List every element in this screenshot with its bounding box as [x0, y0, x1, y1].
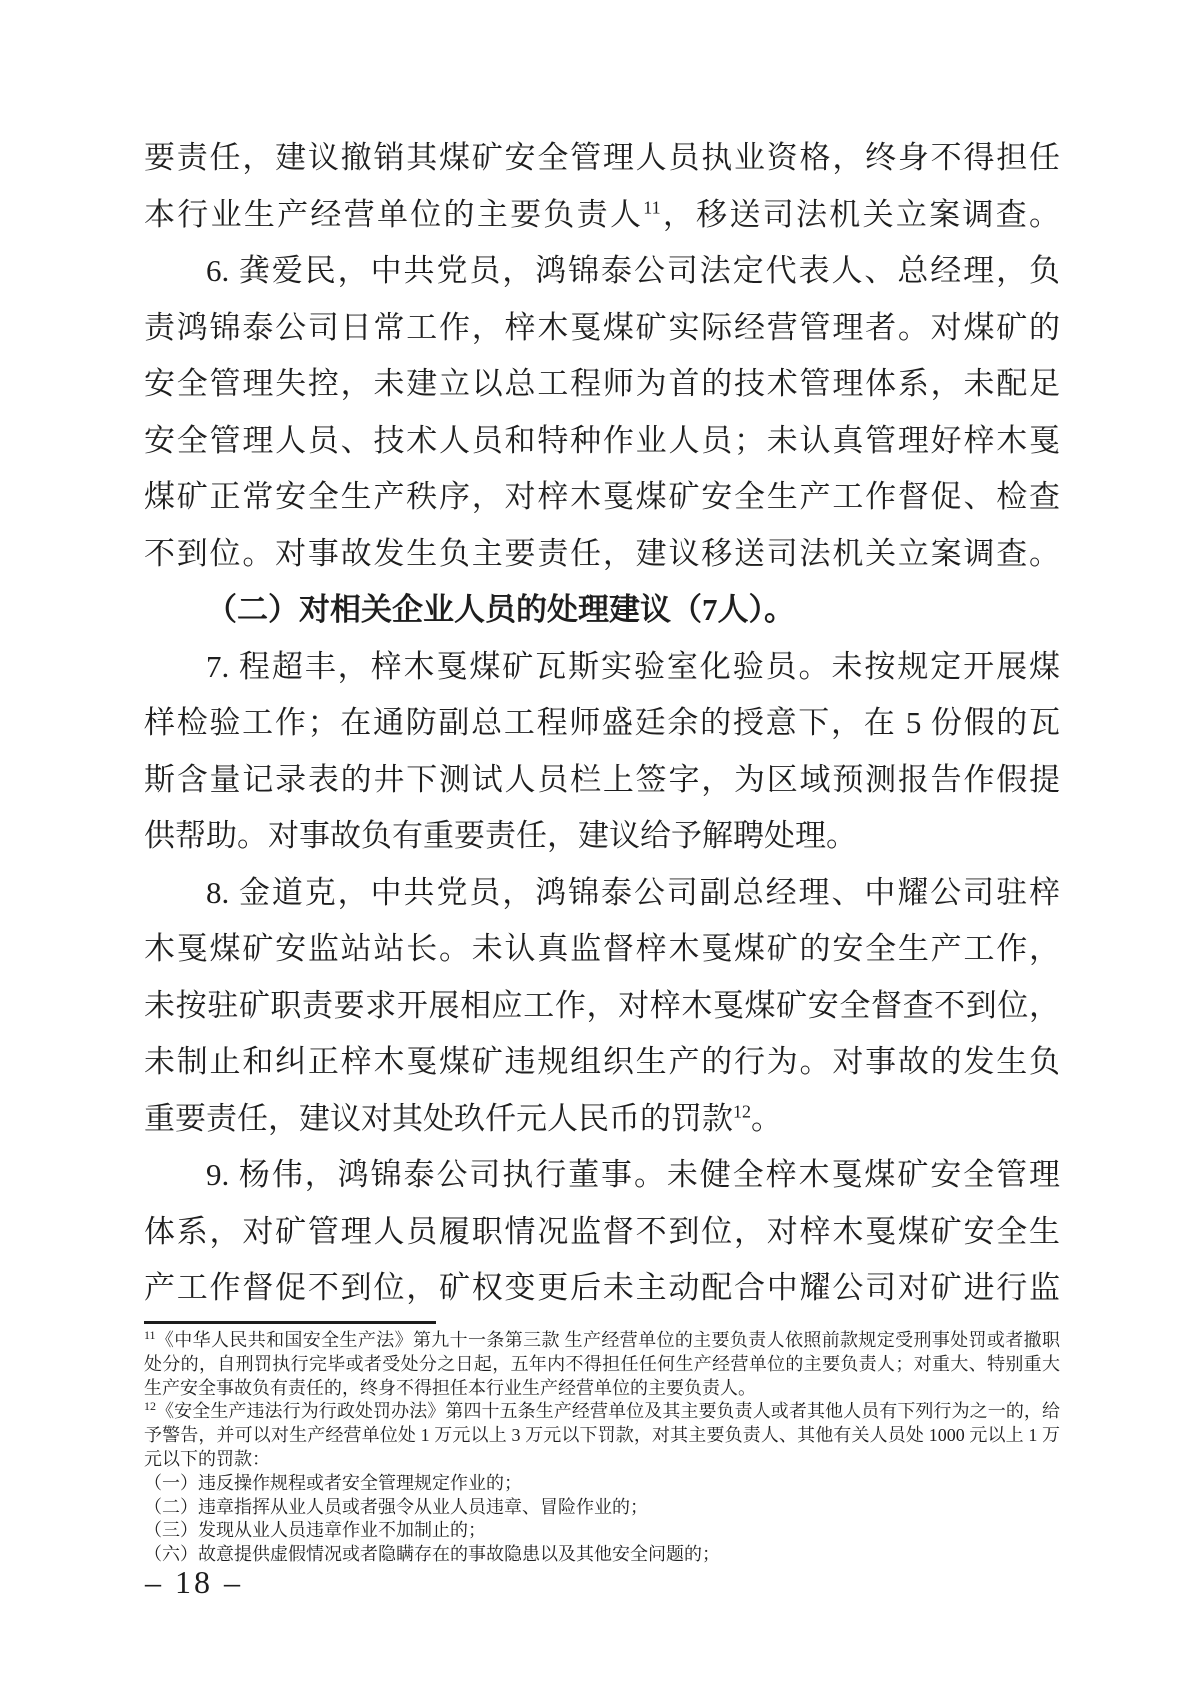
- body-text: [144, 130, 1060, 1317]
- section-heading: （二）对相关企业人员的处理建议（7人）。: [206, 592, 795, 627]
- body-line: 木戛煤矿安监站站长。未认真监督梓木戛煤矿的安全生产工作，: [144, 931, 1060, 966]
- paragraph-6-first-line: 6. 龚爱民，中共党员，鸿锦泰公司法定代表人、总经理，负: [206, 253, 1060, 288]
- footnote-line: 生产安全事故负有责任的，终身不得担任本行业生产经营单位的主要负责人。: [144, 1377, 756, 1398]
- body-line: 安全管理人员、技术人员和特种作业人员；未认真管理好梓木戛: [144, 422, 1060, 458]
- body-line: 供帮助。对事故负有重要责任，建议给予解聘处理。: [144, 818, 857, 853]
- body-line: 不到位。对事故发生负主要责任，建议移送司法机关立案调查。: [144, 535, 1060, 571]
- body-line: 责鸿锦泰公司日常工作，梓木戛煤矿实际经营管理者。对煤矿的: [144, 309, 1060, 345]
- body-line: 安全管理失控，未建立以总工程师为首的技术管理体系，未配足: [144, 366, 1060, 401]
- body-line-text: 本行业生产经营单位的主要负责人: [144, 196, 644, 232]
- paragraph-8-first-line: 8. 金道克，中共党员，鸿锦泰公司副总经理、中耀公司驻梓: [206, 874, 1060, 910]
- footnotes: [144, 1329, 1060, 1567]
- footnote-line: [144, 1400, 1060, 1424]
- body-line: 斯含量记录表的井下测试人员栏上签字，为区域预测报告作假提: [144, 761, 1060, 797]
- body-line: 产工作督促不到位，矿权变更后未主动配合中耀公司对矿进行监: [144, 1270, 1060, 1305]
- footnote-separator: [144, 1321, 436, 1324]
- footnote-line: 处分的，自刑罚执行完毕或者受处分之日起，五年内不得担任任何生产经营单位的主要负责人；对重大、特别重大: [144, 1353, 1060, 1374]
- body-line: 样检验工作；在通防副总工程师盛廷余的授意下，在 5 份假的瓦: [144, 705, 1060, 740]
- footnote-ref-11: 11: [643, 197, 661, 218]
- footnote-text: 《中华人民共和国安全生产法》第九十一条第三款 生产经营单位的主要负责人依照前款规定受刑事处罚或者撤职: [155, 1330, 1060, 1350]
- body-line: 未制止和纠正梓木戛煤矿违规组织生产的行为。对事故的发生负: [144, 1044, 1060, 1079]
- footnote-line: 予警告，并可以对生产经营单位处 1 万元以上 3 万元以下罚款，对其主要负责人、其他有关人员处 1000 元以上 1 万: [144, 1425, 1060, 1446]
- body-line: [144, 1091, 1060, 1148]
- paragraph-9-first-line: 9. 杨伟，鸿锦泰公司执行董事。未健全梓木戛煤矿安全管理: [206, 1157, 1060, 1192]
- footnote-marker-11: 11: [144, 1328, 156, 1342]
- body-line-text: ，移送司法机关立案调查。: [660, 196, 1061, 232]
- footnote-line: （二）违章指挥从业人员或者强令从业人员违章、冒险作业的；: [144, 1496, 648, 1517]
- footnote-text: 《安全生产违法行为行政处罚办法》第四十五条生产经营单位及其主要负责人或者其他人员有下列行为之一的，给: [156, 1401, 1060, 1422]
- footnote-line: [144, 1329, 1060, 1353]
- body-line: 体系，对矿管理人员履职情况监督不到位，对梓木戛煤矿安全生: [144, 1213, 1060, 1249]
- page-number: – 18 –: [145, 1564, 243, 1600]
- body-line: 要责任，建议撤销其煤矿安全管理人员执业资格，终身不得担任: [144, 140, 1060, 175]
- paragraph-7-first-line: 7. 程超丰，梓木戛煤矿瓦斯实验室化验员。未按规定开展煤: [206, 648, 1060, 684]
- footnote-line: 元以下的罚款：: [144, 1448, 270, 1469]
- body-line-text: 。: [751, 1100, 782, 1136]
- footnote-marker-12: 12: [144, 1399, 156, 1414]
- footnote-ref-12: 12: [733, 1101, 751, 1122]
- body-line-text: 重要责任，建议对其处玖仟元人民币的罚款: [144, 1100, 733, 1136]
- body-line: 煤矿正常安全生产秩序，对梓木戛煤矿安全生产工作督促、检查: [144, 479, 1060, 514]
- footnote-line: （六）故意提供虚假情况或者隐瞒存在的事故隐患以及其他安全问题的；: [144, 1544, 720, 1565]
- footnote-line: （三）发现从业人员违章作业不加制止的；: [144, 1520, 486, 1541]
- body-line: 未按驻矿职责要求开展相应工作，对梓木戛煤矿安全督查不到位，: [144, 987, 1060, 1023]
- body-line: [144, 187, 1060, 244]
- footnote-line: （一）违反操作规程或者安全管理规定作业的；: [144, 1472, 522, 1493]
